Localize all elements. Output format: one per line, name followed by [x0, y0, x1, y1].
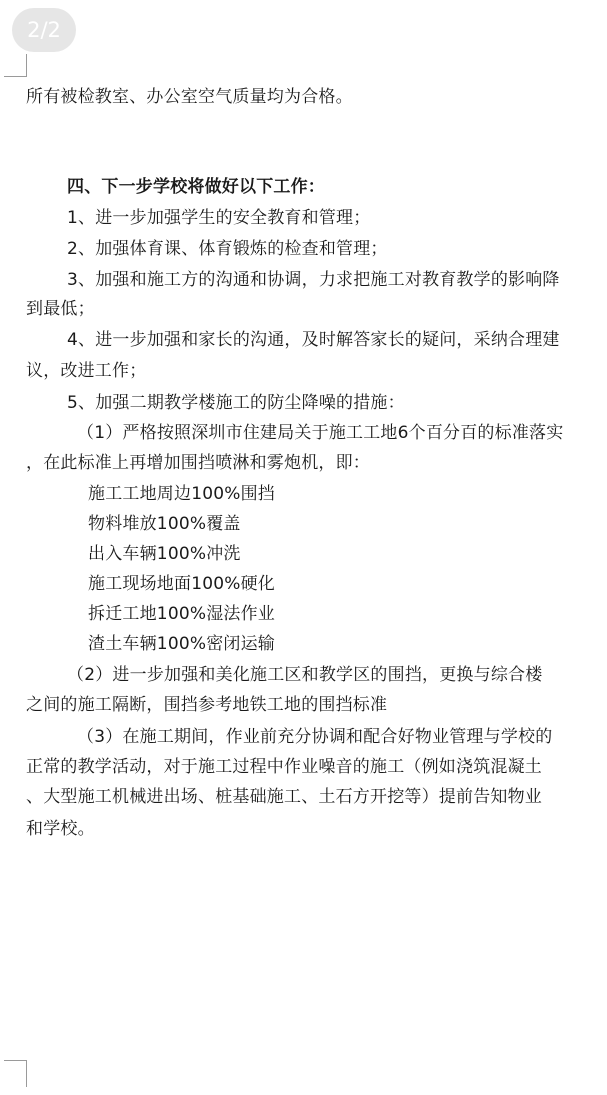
text-line: 之间的施工隔断，围挡参考地铁工地的围挡标准: [26, 695, 388, 715]
text-line: 到最低；: [26, 299, 95, 319]
standard-item: 拆迁工地100%湿法作业: [88, 604, 276, 624]
list-item: 2、加强体育课、体育锻炼的检查和管理；: [67, 239, 388, 259]
text-line: 、大型施工机械进出场、桩基础施工、土石方开挖等）提前告知物业: [26, 787, 542, 807]
standard-item: 渣土车辆100%密闭运输: [88, 634, 276, 654]
text-line: ，在此标准上再增加围挡喷淋和雾炮机，即：: [26, 453, 370, 473]
page-indicator-badge: 2/2: [12, 8, 76, 52]
section-heading: 四、下一步学校将做好以下工作：: [67, 177, 325, 197]
sub-item: （2）进一步加强和美化施工区和教学区的围挡，更换与综合楼: [67, 665, 543, 685]
sub-item: （1）严格按照深圳市住建局关于施工工地6个百分百的标准落实: [77, 423, 564, 443]
standard-item: 施工工地周边100%围挡: [88, 484, 276, 504]
sub-item: （3）在施工期间，作业前充分协调和配合好物业管理与学校的: [77, 727, 553, 747]
standard-item: 出入车辆100%冲洗: [88, 544, 241, 564]
standard-item: 物料堆放100%覆盖: [88, 514, 241, 534]
text-line: 所有被检教室、办公室空气质量均为合格。: [26, 87, 353, 107]
standard-item: 施工现场地面100%硬化: [88, 574, 276, 594]
page-corner-mark-bottom: [4, 1060, 27, 1087]
list-item: 1、进一步加强学生的安全教育和管理；: [67, 208, 371, 228]
text-line: 议，改进工作；: [26, 361, 147, 381]
page-corner-mark-top: [4, 54, 27, 77]
list-item: 4、进一步加强和家长的沟通，及时解答家长的疑问，采纳合理建: [67, 330, 560, 350]
list-item: 3、加强和施工方的沟通和协调，力求把施工对教育教学的影响降: [67, 270, 560, 290]
list-item: 5、加强二期教学楼施工的防尘降噪的措施：: [67, 393, 405, 413]
text-line: 和学校。: [26, 819, 95, 839]
text-line: 正常的教学活动，对于施工过程中作业噪音的施工（例如浇筑混凝土: [26, 757, 542, 777]
